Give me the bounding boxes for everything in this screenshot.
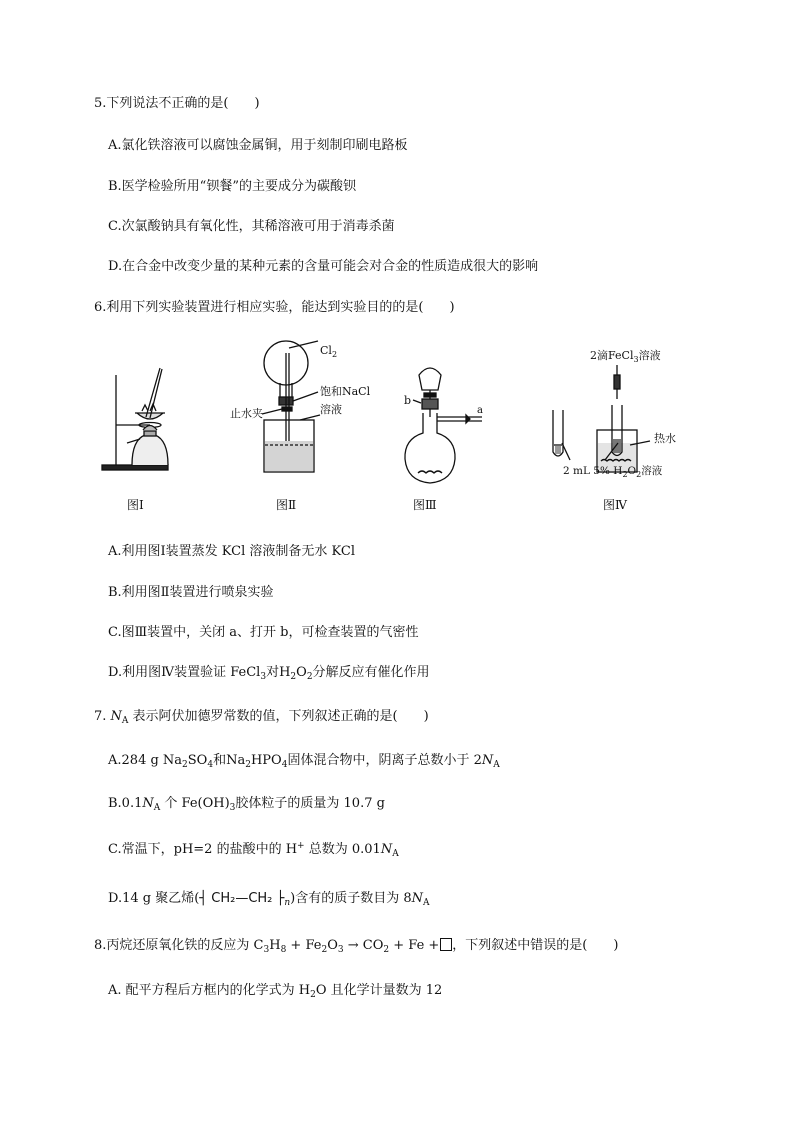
h2o2-label: 2 mL 5% $H_2O_2$溶液	[563, 465, 663, 479]
q7-option-d: D.14 g 聚乙烯(┤ CH₂—CH₂ $├_n$)含有的质子数目为 $8N_A$	[108, 891, 430, 908]
q8-option-a: A. 配平方程后方框内的化学式为 $H_2O$ 且化学计量数为 12	[108, 983, 443, 1000]
q5-option-b: B.医学检验所用“钡餐”的主要成分为碳酸钡	[108, 179, 356, 194]
fecl3-label: 2滴FeCl$_3$溶液	[590, 349, 661, 364]
valve-b-label: b	[404, 394, 412, 407]
q5-option-d: D.在合金中改变少量的某种元素的含量可能会对合金的性质造成很大的影响	[108, 259, 539, 274]
polyethylene-formula: ┤ CH₂—CH₂ ├	[199, 891, 285, 906]
q8-stem: 8.丙烷还原氧化铁的反应为 $C_3H_8 + Fe_2O_3 \to CO_2 + Fe$ + ，下列叙述中错误的是( )	[94, 938, 619, 955]
q6-option-d: D.利用图Ⅳ装置验证 FeCl$_3$对$H_2O_2$分解反应有催化作用	[108, 665, 430, 682]
figure-4-caption: 图Ⅳ	[603, 498, 627, 512]
figure-3-caption: 图Ⅲ	[413, 498, 437, 512]
nacl-label-1: 饱和NaCl	[320, 385, 371, 398]
q6-apparatus-figure	[0, 335, 794, 505]
q7-option-b: $B.0.1N_A$ 个 $Fe(OH)_3$胶体粒子的质量为 10.7 g	[108, 796, 385, 813]
q7-option-c: C.常温下，pH=2 的盐酸中的 H+ 总数为 $0.01N_A$	[108, 841, 399, 859]
cl2-label: $Cl_2$	[320, 344, 338, 359]
figure-2-fountain-setup	[262, 341, 320, 472]
figure-3-flask-funnel-setup	[405, 368, 482, 483]
hot-water-label: 热水	[654, 432, 676, 445]
valve-a-label: a	[477, 405, 483, 416]
q5-option-c: C.次氯酸钠具有氧化性，其稀溶液可用于消毒杀菌	[108, 219, 395, 234]
q5-option-a: A.氯化铁溶液可以腐蚀金属铜，用于刻制印刷电路板	[108, 138, 408, 153]
q6-option-b: B.利用图Ⅱ装置进行喷泉实验	[108, 585, 274, 600]
q6-option-c: C.图Ⅲ装置中，关闭 a、打开 b，可检查装置的气密性	[108, 625, 419, 640]
nacl-label-2: 溶液	[320, 403, 342, 416]
q7-stem: 7. $N_A$ 表示阿伏加德罗常数的值，下列叙述正确的是( )	[94, 709, 429, 726]
blank-box	[440, 938, 452, 951]
figure-1-evaporation-setup	[102, 368, 168, 470]
figure-4-catalysis-setup	[553, 365, 650, 472]
clamp-label: 止水夹	[230, 407, 263, 420]
q7-option-a: A.284 g $Na_2SO_4$和$Na_2HPO_4$固体混合物中，阴离子总数小于 $2N_A$	[108, 753, 500, 770]
figure-2-caption: 图Ⅱ	[276, 498, 297, 512]
q5-stem: 5.下列说法不正确的是( )	[94, 96, 260, 111]
q6-option-a: A.利用图Ⅰ装置蒸发 KCl 溶液制备无水 KCl	[108, 544, 355, 559]
figure-1-caption: 图Ⅰ	[127, 498, 144, 512]
q6-stem: 6.利用下列实验装置进行相应实验，能达到实验目的的是( )	[94, 300, 455, 315]
